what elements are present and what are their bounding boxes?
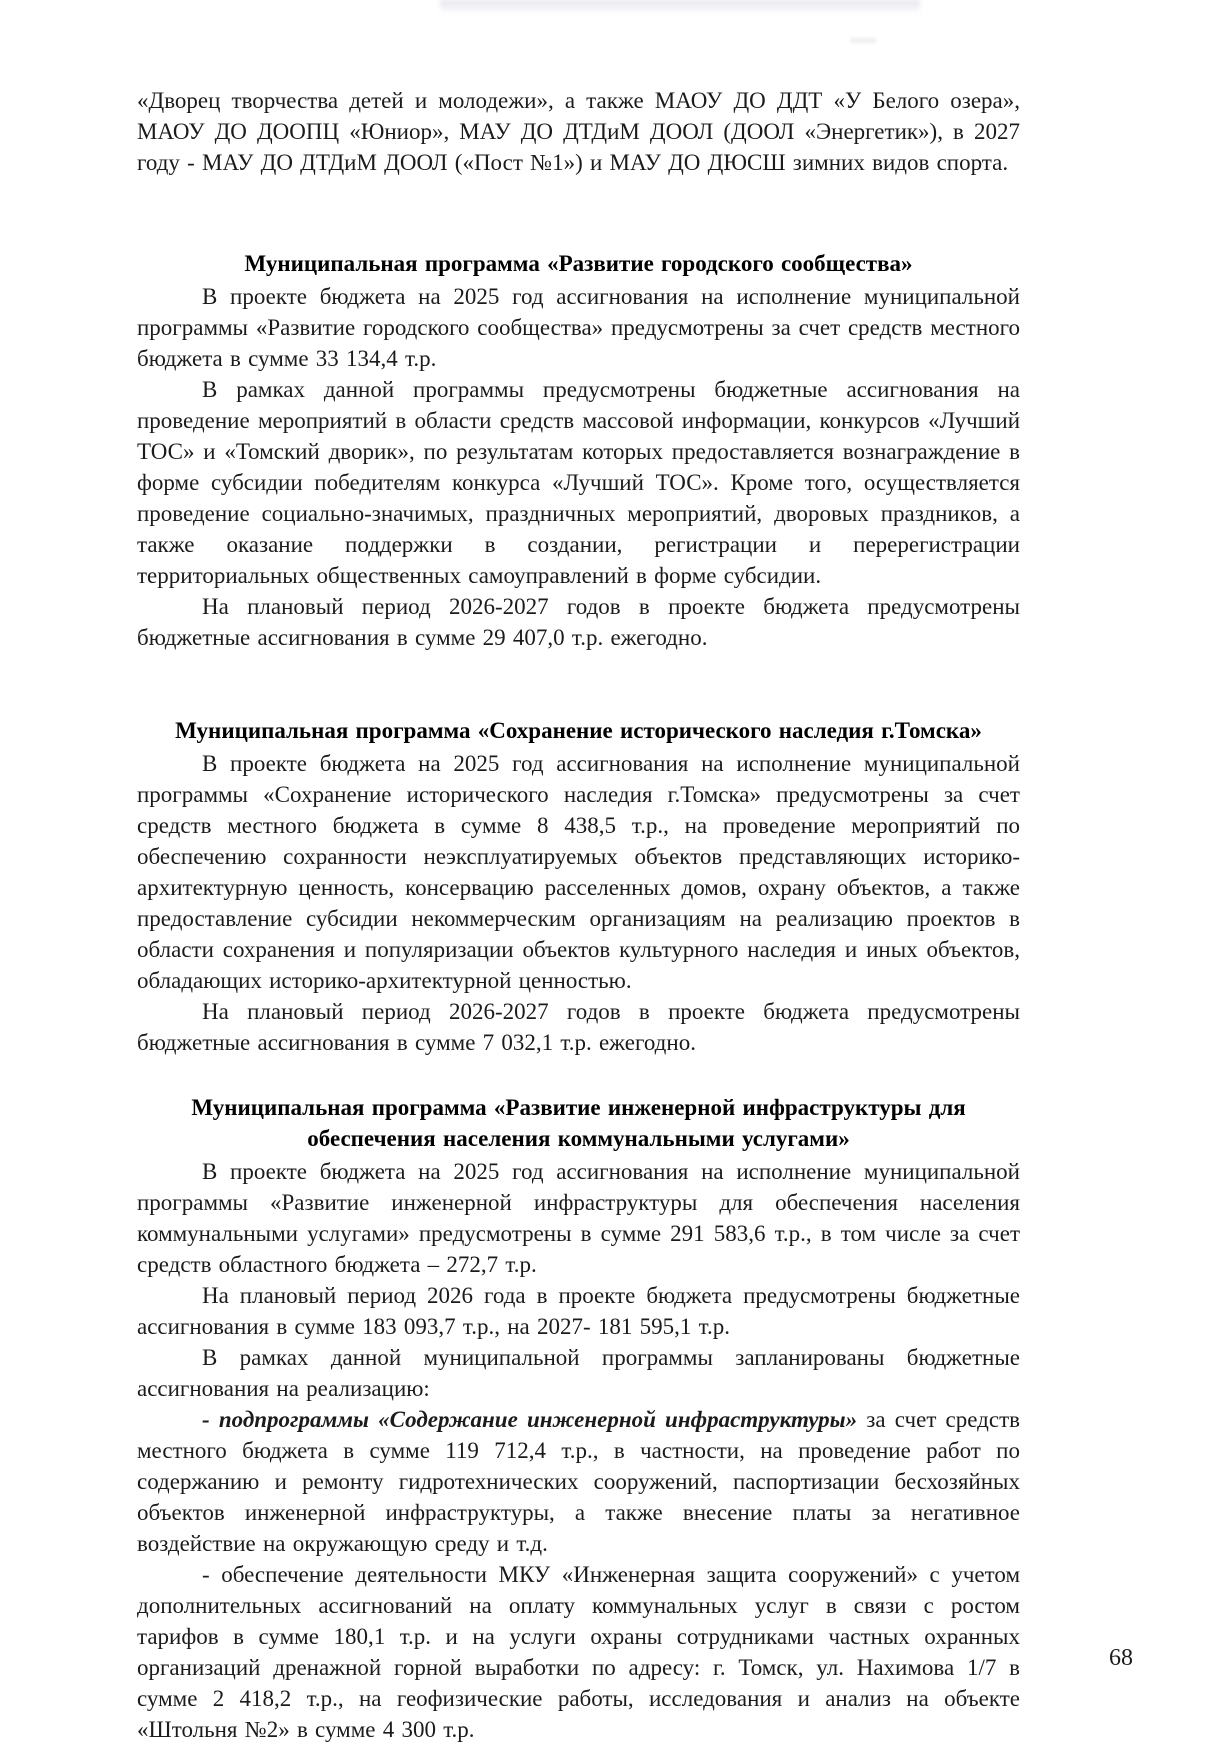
scan-artifact: [440, 0, 920, 14]
body-paragraph: - обеспечение деятельности МКУ «Инженерная защита сооружений» с учетом дополнительных ассигнований на оплату коммунальных услуг в связи с ростом тарифов в сумме 180,1 т.р. и на услуги охраны сотрудниками частных охранных организаций дренажной горной выработки по адресу: г. Томск, ул. Нахимова 1/7 в сумме 2 418,2 т.р., на геофизические работы, исследования и анализ на объекте «Штольня №2» в сумме 4 300 т.р.: [137, 1562, 1020, 1742]
body-paragraph: На плановый период 2026 года в проекте бюджета предусмотрены бюджетные ассигнования в сумме 183 093,7 т.р., на 2027- 181 595,1 т.р.: [137, 1283, 1020, 1339]
page-number: 68: [1109, 1645, 1133, 1671]
body-paragraph: На плановый период 2026-2027 годов в проекте бюджета предусмотрены бюджетные ассигнования в сумме 7 032,1 т.р. ежегодно.: [137, 999, 1020, 1055]
section-heading: Муниципальная программа «Развитие городского сообщества»: [244, 251, 913, 276]
body-paragraph: В рамках данной муниципальной программы запланированы бюджетные ассигнования на реализацию:: [137, 1345, 1020, 1401]
body-paragraph: На плановый период 2026-2027 годов в проекте бюджета предусмотрены бюджетные ассигнования в сумме 29 407,0 т.р. ежегодно.: [137, 594, 1020, 650]
document-content: [137, 85, 1020, 1745]
section-historical-heritage: [137, 715, 1020, 1058]
subprogram-text: за счет средств местного бюджета в сумме 119 712,4 т.р., в частности, на проведение работ по содержанию и ремонту гидротехнических сооружений, паспортизации бесхозяйных объектов инженерной инфраструктуры, а также внесение платы за негативное воздействие на окружающую среду и т.д.: [137, 1407, 1020, 1556]
subprogram-title: - подпрограммы «Содержание инженерной инфраструктуры»: [202, 1407, 858, 1432]
scan-artifact: [850, 38, 876, 43]
section-city-community: [137, 248, 1020, 653]
section-heading: Муниципальная программа «Развитие инженерной инфраструктуры для обеспечения населения коммунальными услугами»: [191, 1095, 966, 1151]
body-paragraph: В проекте бюджета на 2025 год ассигнования на исполнение муниципальной программы «Развитие инженерной инфраструктуры для обеспечения населения коммунальными услугами» предусмотрены в сумме 291 583,6 т.р., в том числе за счет средств областного бюджета – 272,7 т.р.: [137, 1159, 1020, 1277]
body-paragraph: В рамках данной программы предусмотрены бюджетные ассигнования на проведение мероприятий в области средств массовой информации, конкурсов «Лучший ТОС» и «Томский дворик», по результатам которых предоставляется вознаграждение в форме субсидии победителям конкурса «Лучший ТОС». Кроме того, осуществляется проведение социально-значимых, праздничных мероприятий, дворовых праздников, а также оказание поддержки в создании, регистрации и перерегистрации территориальных общественных самоуправлений в форме субсидии.: [137, 377, 1020, 588]
section-engineering-infrastructure: [137, 1092, 1020, 1745]
body-paragraph: В проекте бюджета на 2025 год ассигнования на исполнение муниципальной программы «Развитие городского сообщества» предусмотрены за счет средств местного бюджета в сумме 33 134,4 т.р.: [137, 284, 1020, 371]
subprogram-paragraph: [137, 1404, 1020, 1559]
continued-paragraph: «Дворец творчества детей и молодежи», а также МАОУ ДО ДДТ «У Белого озера», МАОУ ДО ДООПЦ «Юниор», МАУ ДО ДТДиМ ДООЛ (ДООЛ «Энергетик»), в 2027 году - МАУ ДО ДТДиМ ДООЛ («Пост №1») и МАУ ДО ДЮСШ зимних видов спорта.: [137, 88, 1020, 175]
body-paragraph: В проекте бюджета на 2025 год ассигнования на исполнение муниципальной программы «Сохранение исторического наследия г.Томска» предусмотрены за счет средств местного бюджета в сумме 8 438,5 т.р., на проведение мероприятий по обеспечению сохранности неэксплуатируемых объектов представляющих историко-архитектурную ценность, консервацию расселенных домов, охрану объектов, а также предоставление субсидии некоммерческим организациям на реализацию проектов в области сохранения и популяризации объектов культурного наследия и иных объектов, обладающих историко-архитектурной ценностью.: [137, 751, 1020, 993]
section-heading: Муниципальная программа «Сохранение исторического наследия г.Томска»: [175, 718, 982, 743]
